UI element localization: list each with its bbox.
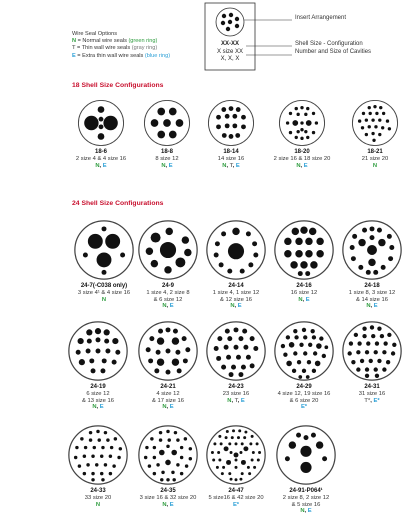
seal-code: N [298,296,303,303]
seal-options [136,303,200,310]
seal-code: E [102,162,107,169]
insert-diagram [278,99,326,147]
insert-diagram [341,219,403,281]
seal-code: N [222,162,227,169]
seal-code: E [240,397,245,404]
seal-separator: , [166,404,170,411]
insert-diagram [73,219,135,281]
config-24-47: 24-47 5 size16 & 42 size 20 E* [200,424,272,509]
insert-diagram [275,424,337,486]
config-24-7: 24-7(-C038 only) 3 size 4¹ & 4 size 16 N [62,219,146,304]
seal-code: T [234,397,238,404]
insert-diagram [207,99,255,147]
config-24-18: 24-18 1 size 8, 3 size 12 & 14 size 16 N, E [340,219,404,310]
diagram-key-text: XX-XX X size XX X, X, X [216,41,243,63]
legend-line-n: N = Normal wire seals (green ring) [72,38,158,45]
seal-options [268,163,336,170]
seal-code: E [99,404,104,411]
insert-diagram [77,99,125,147]
insert-diagram [137,219,199,281]
seal-separator: , [165,162,169,169]
config-18-21: 18-21 21 size 20 N [344,99,406,170]
insert-diagram [351,99,399,147]
wire-seal-legend [72,31,170,60]
insert-diagram [205,219,267,281]
seal-code: E [168,162,173,169]
insert-diagram [137,424,199,486]
seal-separator: , [166,501,170,508]
seal-code: N [95,501,101,508]
seal-separator: , [370,397,374,404]
seal-code: N [372,162,378,169]
config-24-29: 24-29 4 size 12, 19 size 16 & 6 size 20 E* [268,320,340,411]
seal-code: N [227,397,232,404]
seal-separator: , [166,303,170,310]
seal-separator: , [370,303,374,310]
seal-options [200,163,262,170]
seal-code: N [92,404,97,411]
seal-options [66,404,130,411]
seal-code: E* [300,404,308,411]
config-18-20: 18-20 2 size 16 & 18 size 20 N, E [268,99,336,170]
seal-options [204,303,268,310]
seal-code: E [169,303,174,310]
insert-diagram [205,424,267,486]
seal-separator: , [226,162,230,169]
seal-options [70,163,132,170]
seal-options [136,404,200,411]
legend-title: Wire Seal Options [72,31,118,37]
seal-code: E [303,162,308,169]
seal-code: N [300,508,305,515]
seal-options [204,398,268,405]
seal-options [66,502,130,509]
seal-options [132,502,204,509]
seal-code: N [366,303,371,310]
insert-diagram [273,320,335,382]
seal-separator: , [232,162,236,169]
seal-options [268,404,340,411]
seal-separator: , [234,303,238,310]
seal-code: N [161,162,166,169]
config-24-23: 24-23 23 size 16 N, T, E [204,320,268,405]
seal-code: E* [232,501,240,508]
insert-diagram [67,424,129,486]
config-18-6: 18-6 2 size 4 & 4 size 16 N, E [70,99,132,170]
config-24-16: 24-16 16 size 12 N, E [272,219,336,304]
seal-code: E [307,508,312,515]
seal-code: N [230,303,235,310]
seal-code: E [169,404,174,411]
insert-arrangement-label: Insert Arrangement [295,15,347,21]
seal-code: N [162,404,167,411]
insert-diagram [341,320,403,382]
insert-diagram [273,219,335,281]
diagram-key [180,2,340,72]
insert-diagram [143,99,191,147]
seal-separator: , [304,508,308,515]
seal-options [344,163,406,170]
legend-line-t: T = Thin wall wire seals (gray ring) [72,45,158,52]
seal-code: N [296,162,301,169]
config-24-35: 24-35 3 size 16 & 32 size 20 N, E [132,424,204,509]
seal-options [270,508,342,515]
seal-separator: , [300,162,304,169]
seal-options [340,398,404,405]
seal-code: N [162,303,167,310]
config-24-91-p064: 24-91-P064¹ 2 size 8, 2 size 12 & 5 size 16 N, E [270,424,342,515]
shell-size-label: Shell Size - Configuration Number and Size of Cavities [295,41,372,55]
seal-separator: , [99,162,103,169]
seal-code: T* [364,397,371,404]
seal-separator: , [96,404,100,411]
config-18-14: 18-14 14 size 16 N, T, E [200,99,262,170]
seal-separator: , [231,397,235,404]
seal-code: E [237,303,242,310]
seal-code: N [101,296,107,303]
config-24-9: 24-9 1 size 4, 2 size 8 & 6 size 12 N, E [136,219,200,310]
config-24-21: 24-21 4 size 12 & 17 size 16 N, E [136,320,200,411]
seal-options [200,502,272,509]
seal-code: T [229,162,233,169]
seal-code: E [235,162,240,169]
seal-options [136,163,198,170]
config-24-31: 24-31 31 size 16 T*, E* [340,320,404,405]
seal-code: N [162,501,167,508]
seal-code: E* [373,397,380,404]
seal-code: E [373,303,378,310]
seal-code: N [95,162,100,169]
legend-line-e: E = Extra thin wall wire seals (blue ring) [72,52,171,59]
config-18-8: 18-8 8 size 12 N, E [136,99,198,170]
seal-options [62,297,146,304]
insert-diagram [67,320,129,382]
seal-separator: , [237,397,241,404]
seal-code: E [169,501,174,508]
insert-diagram [137,320,199,382]
section-18-title: 18 Shell Size Configurations [72,82,164,89]
seal-separator: , [302,296,306,303]
seal-options [340,303,404,310]
section-24-title: 24 Shell Size Configurations [72,200,164,207]
seal-options [272,297,336,304]
config-24-19: 24-19 6 size 12 & 13 size 16 N, E [66,320,130,411]
config-24-14: 24-14 1 size 4, 1 size 12 & 12 size 16 N, E [204,219,268,310]
insert-diagram [205,320,267,382]
seal-code: E [305,296,310,303]
config-24-33: 24-33 33 size 20 N [66,424,130,509]
